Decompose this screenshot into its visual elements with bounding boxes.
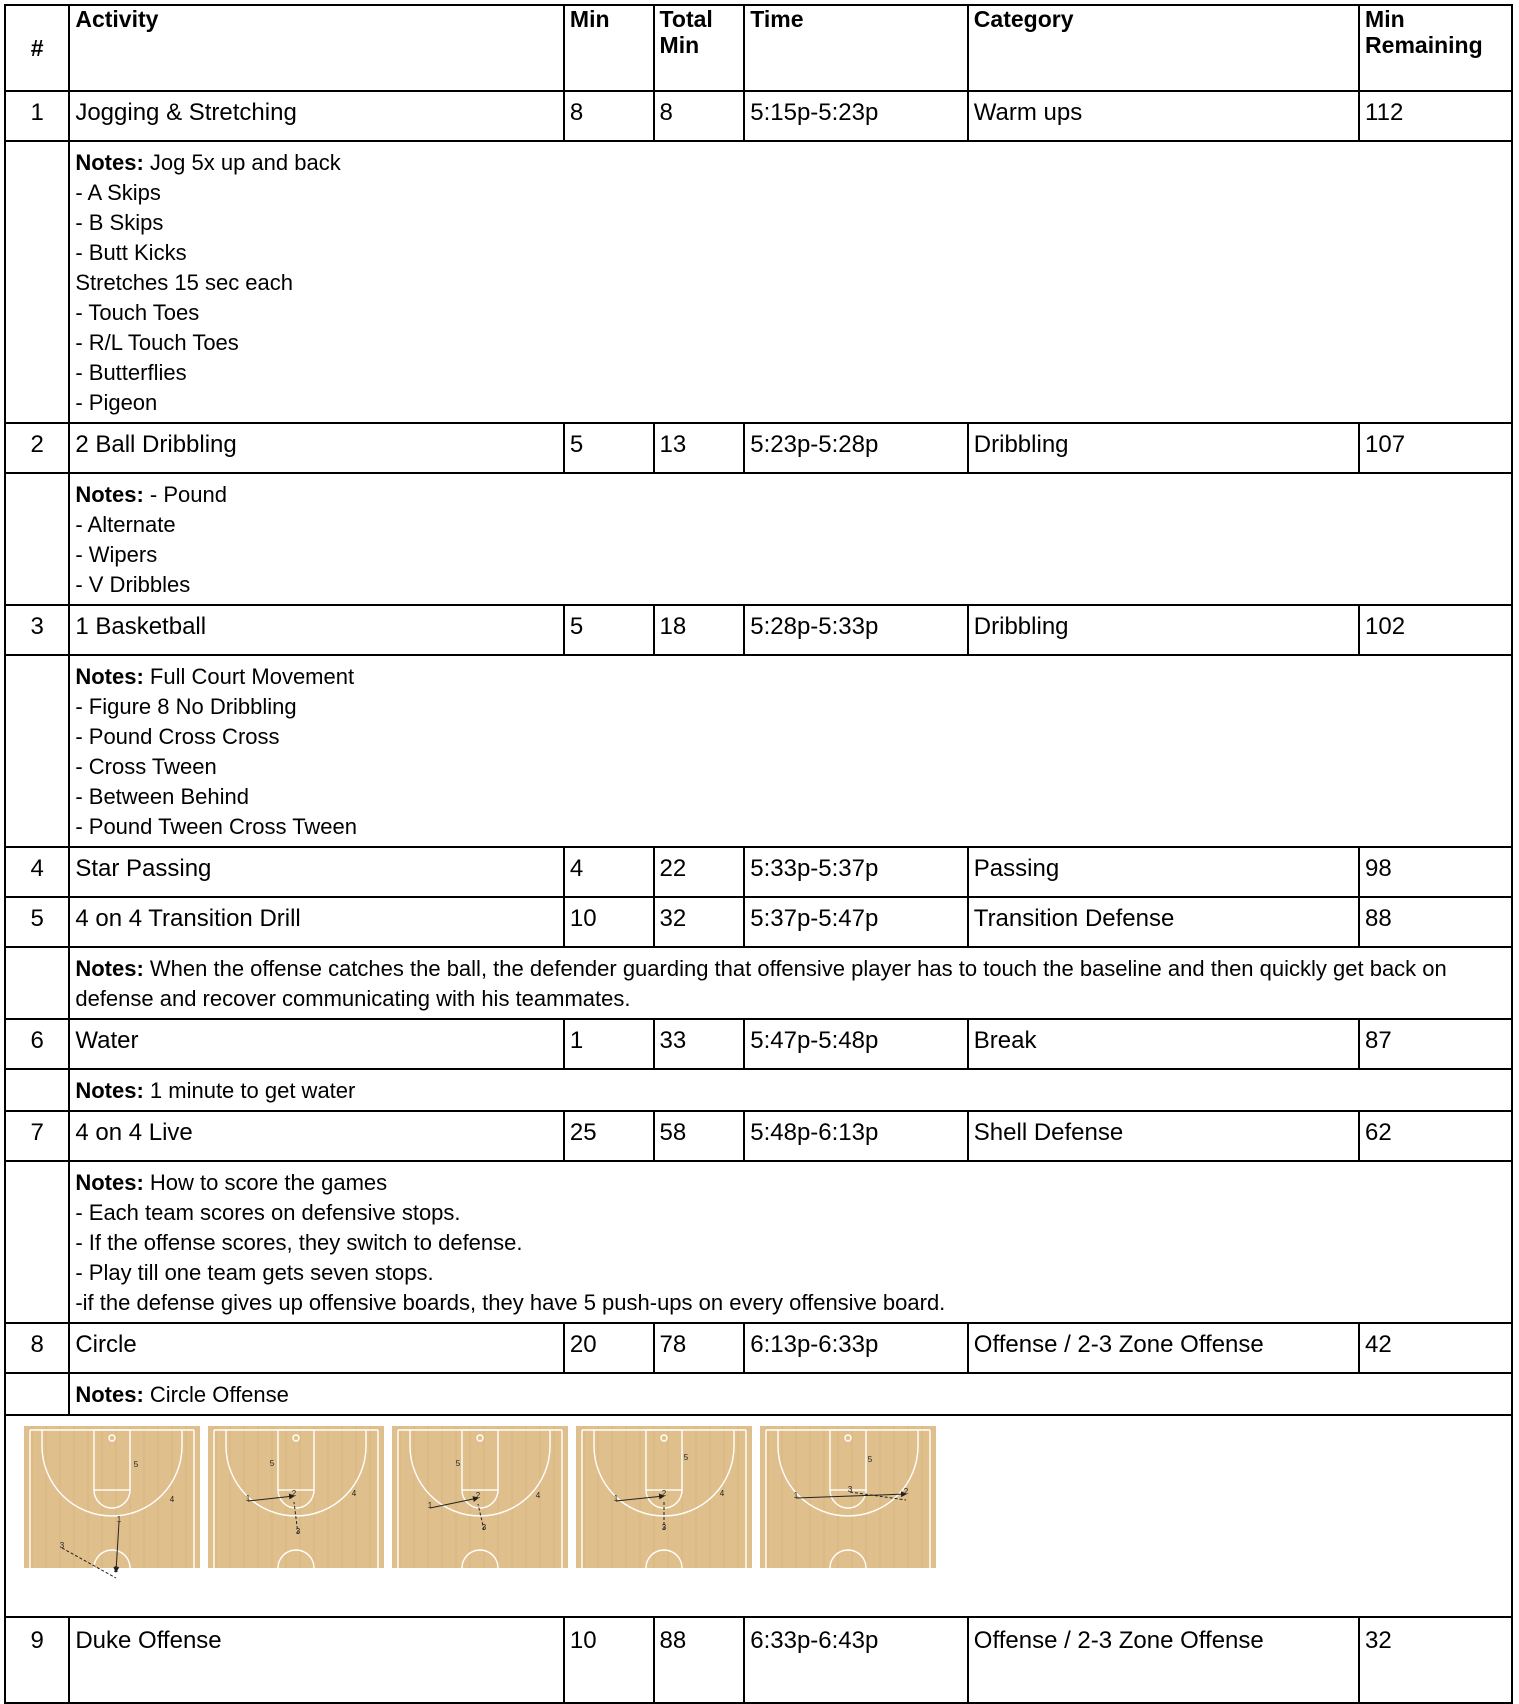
- drill-time: 5:48p-6:13p: [744, 1111, 968, 1161]
- notes-line: [75, 752, 1506, 782]
- notes-line: [75, 1380, 1506, 1410]
- player-marker: 2: [291, 1489, 297, 1498]
- drill-min: 4: [564, 847, 654, 897]
- notes-spacer: [5, 1161, 69, 1323]
- drill-category: Offense / 2-3 Zone Offense: [968, 1323, 1359, 1373]
- basketball-court-diagram: [208, 1426, 384, 1576]
- player-marker: 2: [661, 1489, 667, 1498]
- notes-text: Circle Offense: [149, 1382, 289, 1407]
- drill-row: [5, 1323, 1512, 1373]
- drill-min: 10: [564, 897, 654, 947]
- drill-min: 5: [564, 423, 654, 473]
- drill-row: [5, 605, 1512, 655]
- player-marker: 4: [719, 1489, 725, 1498]
- drill-total-min: 88: [654, 1617, 745, 1703]
- header-row: [5, 5, 1512, 91]
- drill-category: Passing: [968, 847, 1359, 897]
- notes-row: [5, 473, 1512, 605]
- notes-line: [75, 812, 1506, 842]
- notes-line: [75, 358, 1506, 388]
- notes-line: [75, 1258, 1506, 1288]
- notes-line: [75, 1168, 1506, 1198]
- notes-line: [75, 1076, 1506, 1106]
- drill-min-remaining: 98: [1359, 847, 1512, 897]
- notes-spacer: [5, 473, 69, 605]
- notes-text: - Alternate: [75, 512, 176, 537]
- player-marker: 2: [475, 1491, 481, 1500]
- notes-line: [75, 328, 1506, 358]
- drill-notes: [69, 1069, 1512, 1111]
- notes-text: - Cross Tween: [75, 754, 217, 779]
- drill-row: [5, 1111, 1512, 1161]
- notes-line: [75, 954, 1506, 1014]
- drill-notes: [69, 655, 1512, 847]
- player-marker: 3: [481, 1523, 487, 1532]
- drill-min: 1: [564, 1019, 654, 1069]
- notes-text: Jog 5x up and back: [149, 150, 341, 175]
- drill-min-remaining: 42: [1359, 1323, 1512, 1373]
- basketball-court-diagram: [576, 1426, 752, 1576]
- notes-label: Notes:: [75, 664, 144, 689]
- drill-min-remaining: 107: [1359, 423, 1512, 473]
- drill-total-min: 13: [654, 423, 745, 473]
- notes-line: [75, 722, 1506, 752]
- drill-min-remaining: 102: [1359, 605, 1512, 655]
- notes-spacer: [5, 141, 69, 423]
- drill-number: 6: [5, 1019, 69, 1069]
- drill-time: 6:13p-6:33p: [744, 1323, 968, 1373]
- drill-notes: [69, 1373, 1512, 1415]
- drill-activity: 2 Ball Dribbling: [69, 423, 564, 473]
- notes-label: Notes:: [75, 150, 144, 175]
- drill-category: Break: [968, 1019, 1359, 1069]
- drill-number: 2: [5, 423, 69, 473]
- drill-number: 8: [5, 1323, 69, 1373]
- notes-text: How to score the games: [149, 1170, 388, 1195]
- notes-line: [75, 662, 1506, 692]
- drill-notes: [69, 947, 1512, 1019]
- notes-text: - A Skips: [75, 180, 161, 205]
- player-marker: 1: [245, 1494, 251, 1503]
- basketball-court-diagram: [24, 1426, 200, 1576]
- drill-total-min: 18: [654, 605, 745, 655]
- drill-min-remaining: 112: [1359, 91, 1512, 141]
- notes-text: - Pound Tween Cross Tween: [75, 814, 358, 839]
- practice-plan-table: [4, 4, 1513, 1704]
- drill-time: 5:28p-5:33p: [744, 605, 968, 655]
- drill-total-min: 8: [654, 91, 745, 141]
- basketball-court-diagram: [392, 1426, 568, 1576]
- drill-time: 5:23p-5:28p: [744, 423, 968, 473]
- notes-text: - B Skips: [75, 210, 164, 235]
- notes-line: [75, 208, 1506, 238]
- drill-notes: [69, 473, 1512, 605]
- drill-category: Dribbling: [968, 605, 1359, 655]
- notes-text: -if the defense gives up offensive boards, they have 5 push-ups on every offensive board.: [75, 1290, 946, 1315]
- drill-min: 5: [564, 605, 654, 655]
- drill-time: 5:33p-5:37p: [744, 847, 968, 897]
- drill-number: 5: [5, 897, 69, 947]
- drill-min-remaining: 87: [1359, 1019, 1512, 1069]
- drill-notes: [69, 1161, 1512, 1323]
- notes-row: [5, 947, 1512, 1019]
- drill-category: Warm ups: [968, 91, 1359, 141]
- notes-line: [75, 1228, 1506, 1258]
- court-diagram-svg: [392, 1426, 568, 1568]
- drill-min: 25: [564, 1111, 654, 1161]
- notes-row: [5, 1161, 1512, 1323]
- drill-time: 6:33p-6:43p: [744, 1617, 968, 1703]
- notes-label: Notes:: [75, 1382, 144, 1407]
- header-min: Min: [564, 5, 654, 91]
- drill-number: 4: [5, 847, 69, 897]
- drill-category: Offense / 2-3 Zone Offense: [968, 1617, 1359, 1703]
- notes-line: [75, 782, 1506, 812]
- drill-min-remaining: 62: [1359, 1111, 1512, 1161]
- drill-row: [5, 1617, 1512, 1703]
- drill-activity: 4 on 4 Transition Drill: [69, 897, 564, 947]
- notes-text: - Butterflies: [75, 360, 187, 385]
- player-marker: 4: [351, 1489, 357, 1498]
- notes-line: [75, 480, 1506, 510]
- notes-line: [75, 692, 1506, 722]
- drill-activity: Water: [69, 1019, 564, 1069]
- notes-line: [75, 570, 1506, 600]
- notes-spacer: [5, 1069, 69, 1111]
- drill-activity: Duke Offense: [69, 1617, 564, 1703]
- player-marker: 3: [59, 1541, 65, 1550]
- drill-total-min: 22: [654, 847, 745, 897]
- header-num: #: [5, 5, 69, 91]
- player-marker: 3: [295, 1527, 301, 1536]
- player-marker: 5: [683, 1453, 689, 1462]
- notes-line: [75, 268, 1506, 298]
- notes-text: - Pound: [149, 482, 227, 507]
- header-time: Time: [744, 5, 968, 91]
- basketball-court-diagram: [760, 1426, 936, 1576]
- drill-row: [5, 91, 1512, 141]
- player-marker: 1: [793, 1491, 799, 1500]
- drill-total-min: 32: [654, 897, 745, 947]
- drill-notes: [69, 141, 1512, 423]
- notes-spacer: [5, 655, 69, 847]
- notes-text: - R/L Touch Toes: [75, 330, 239, 355]
- notes-line: [75, 510, 1506, 540]
- diagrams-row: [5, 1415, 1512, 1617]
- player-marker: 5: [867, 1455, 873, 1464]
- drill-min-remaining: 32: [1359, 1617, 1512, 1703]
- court-diagram-svg: [760, 1426, 936, 1568]
- notes-line: [75, 1288, 1506, 1318]
- notes-spacer: [5, 1373, 69, 1415]
- drill-category: Dribbling: [968, 423, 1359, 473]
- notes-line: [75, 298, 1506, 328]
- drill-activity: Circle: [69, 1323, 564, 1373]
- player-marker: 2: [113, 1565, 119, 1574]
- drill-min-remaining: 88: [1359, 897, 1512, 947]
- notes-text: - Pound Cross Cross: [75, 724, 280, 749]
- notes-text: Full Court Movement: [149, 664, 355, 689]
- drill-number: 7: [5, 1111, 69, 1161]
- notes-text: - If the offense scores, they switch to defense.: [75, 1230, 523, 1255]
- drill-row: [5, 847, 1512, 897]
- player-marker: 2: [903, 1487, 909, 1496]
- court-diagrams: [5, 1415, 1512, 1617]
- drill-time: 5:15p-5:23p: [744, 91, 968, 141]
- drill-activity: Jogging & Stretching: [69, 91, 564, 141]
- court-diagram-svg: [24, 1426, 200, 1574]
- notes-line: [75, 148, 1506, 178]
- drill-total-min: 78: [654, 1323, 745, 1373]
- notes-text: - Figure 8 No Dribbling: [75, 694, 297, 719]
- player-marker: 5: [269, 1459, 275, 1468]
- notes-line: [75, 178, 1506, 208]
- court-diagram-svg: [576, 1426, 752, 1568]
- player-marker: 1: [427, 1501, 433, 1510]
- notes-spacer: [5, 947, 69, 1019]
- notes-label: Notes:: [75, 1078, 144, 1103]
- court-diagram-svg: [208, 1426, 384, 1568]
- notes-label: Notes:: [75, 956, 144, 981]
- notes-line: [75, 238, 1506, 268]
- player-marker: 5: [133, 1460, 139, 1469]
- notes-row: [5, 1069, 1512, 1111]
- drill-time: 5:47p-5:48p: [744, 1019, 968, 1069]
- drill-number: 1: [5, 91, 69, 141]
- header-category: Category: [968, 5, 1359, 91]
- drill-category: Transition Defense: [968, 897, 1359, 947]
- player-marker: 1: [116, 1515, 122, 1524]
- notes-line: [75, 540, 1506, 570]
- notes-line: [75, 388, 1506, 418]
- drill-min: 8: [564, 91, 654, 141]
- drill-category: Shell Defense: [968, 1111, 1359, 1161]
- drill-row: [5, 423, 1512, 473]
- drill-number: 3: [5, 605, 69, 655]
- drill-min: 20: [564, 1323, 654, 1373]
- notes-label: Notes:: [75, 1170, 144, 1195]
- notes-text: - Pigeon: [75, 390, 158, 415]
- header-total-min: Total Min: [654, 5, 745, 91]
- notes-text: When the offense catches the ball, the defender guarding that offensive player has to touch the baseline and then quickly get back on defense and recover communicating with his teammates.: [75, 956, 1453, 1011]
- notes-text: Stretches 15 sec each: [75, 270, 294, 295]
- notes-text: - V Dribbles: [75, 572, 191, 597]
- notes-text: - Each team scores on defensive stops.: [75, 1200, 461, 1225]
- header-min-remaining: Min Remaining: [1359, 5, 1512, 91]
- notes-text: - Between Behind: [75, 784, 249, 809]
- player-marker: 3: [847, 1485, 853, 1494]
- notes-text: - Play till one team gets seven stops.: [75, 1260, 434, 1285]
- drill-activity: Star Passing: [69, 847, 564, 897]
- drill-number: 9: [5, 1617, 69, 1703]
- player-marker: 5: [455, 1459, 461, 1468]
- notes-line: [75, 1198, 1506, 1228]
- drill-row: [5, 897, 1512, 947]
- practice-plan-body: [5, 91, 1512, 1703]
- drill-row: [5, 1019, 1512, 1069]
- player-marker: 4: [169, 1495, 175, 1504]
- player-marker: 3: [661, 1523, 667, 1532]
- notes-text: 1 minute to get water: [149, 1078, 356, 1103]
- notes-row: [5, 1373, 1512, 1415]
- notes-text: - Touch Toes: [75, 300, 200, 325]
- header-activity: Activity: [69, 5, 564, 91]
- notes-text: - Butt Kicks: [75, 240, 187, 265]
- drill-total-min: 33: [654, 1019, 745, 1069]
- notes-row: [5, 655, 1512, 847]
- drill-min: 10: [564, 1617, 654, 1703]
- drill-activity: 4 on 4 Live: [69, 1111, 564, 1161]
- notes-text: - Wipers: [75, 542, 158, 567]
- notes-row: [5, 141, 1512, 423]
- notes-label: Notes:: [75, 482, 144, 507]
- drill-activity: 1 Basketball: [69, 605, 564, 655]
- player-marker: 1: [613, 1494, 619, 1503]
- drill-total-min: 58: [654, 1111, 745, 1161]
- player-marker: 4: [535, 1491, 541, 1500]
- drill-time: 5:37p-5:47p: [744, 897, 968, 947]
